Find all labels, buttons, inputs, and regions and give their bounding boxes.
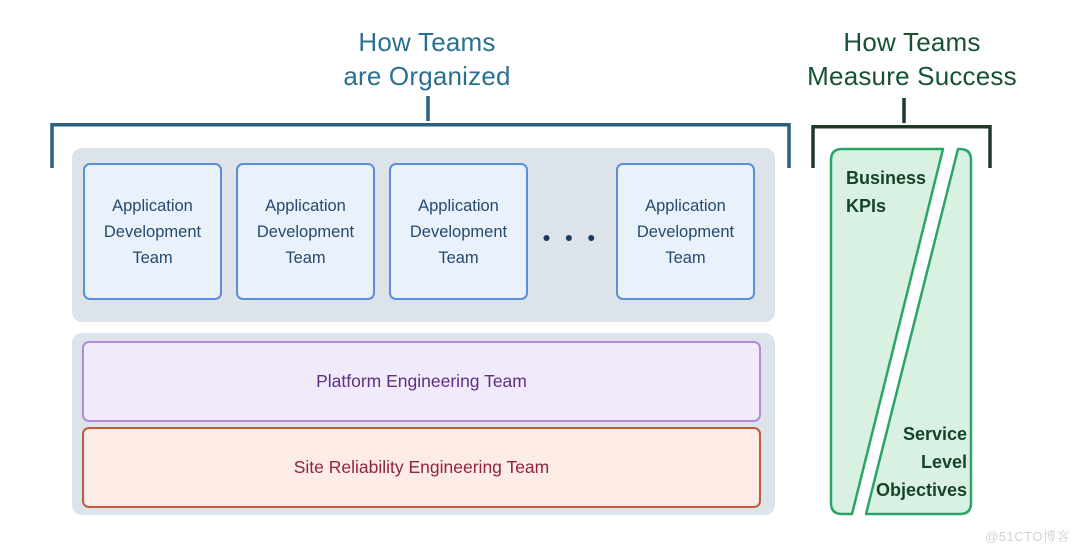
business-kpis-line1: Business: [846, 168, 927, 188]
slo-line3: Objectives: [875, 480, 967, 500]
app-dev-team-box-1: [83, 163, 222, 300]
app-dev-team-box-2: [236, 163, 375, 300]
sre-label: Site Reliability Engineering Team: [293, 457, 550, 477]
left-title-line1: How Teams: [358, 27, 496, 57]
slo-label: [790, 420, 967, 504]
left-title-line2: are Organized: [343, 61, 511, 91]
watermark: @51CTO博客: [985, 529, 1070, 544]
business-kpis-label: [846, 164, 926, 220]
ellipsis-icon: ● ● ●: [542, 229, 601, 245]
app-dev-team-label: Application Development Team: [256, 196, 355, 267]
left-bracket: [52, 125, 789, 168]
app-dev-team-box-3: [389, 163, 528, 300]
platform-engineering-label: Platform Engineering Team: [316, 371, 527, 391]
app-dev-team-label: Application Development Team: [103, 196, 202, 267]
platform-engineering-box: [82, 341, 761, 422]
right-title-line2: Measure Success: [807, 61, 1017, 91]
right-title-line1: How Teams: [843, 27, 981, 57]
business-kpis-line2: KPIs: [846, 196, 887, 216]
app-dev-team-box-4: [616, 163, 755, 300]
app-dev-team-label: Application Development Team: [636, 196, 735, 267]
app-dev-team-label: Application Development Team: [409, 196, 508, 267]
slo-line2: Level: [920, 452, 967, 472]
sre-box: [82, 427, 761, 508]
slo-line1: Service: [902, 424, 967, 444]
